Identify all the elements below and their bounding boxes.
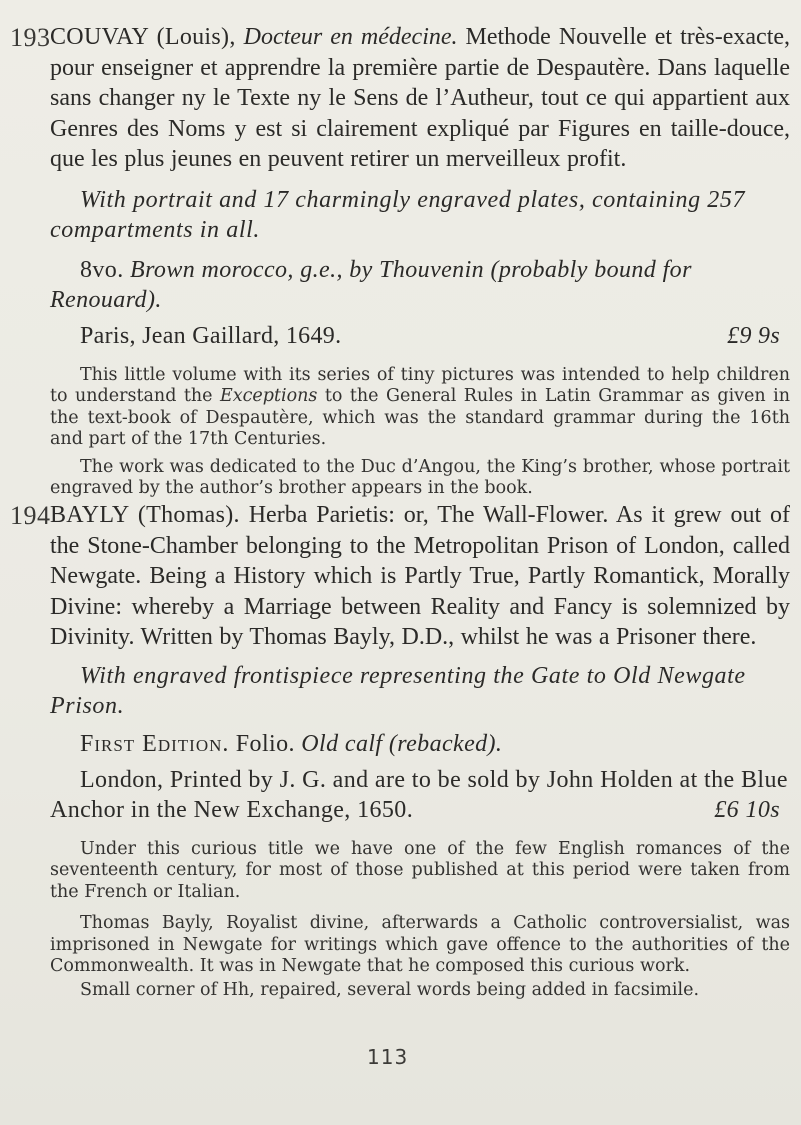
binding: Old calf (rebacked). [301,730,503,757]
description-note: The work was dedicated to the Duc d’Angou, the King’s brother, whose portrait engraved by the author’s brother appears in the book. [50,456,790,498]
illustrations-note: With engraved frontispiece representing the Gate to Old Newgate Prison. [50,662,746,719]
illustrations-note: With portrait and 17 charmingly engraved plates, containing 257 compartments in all. [50,186,746,243]
entry-heading [50,22,790,175]
edition-format-binding [50,729,790,759]
format: Folio. [235,730,295,757]
edition: First Edition. [80,730,230,757]
description-note [50,365,790,451]
note-text: to the General Rules in Latin Grammar as given in the text-book of Despautère, which was the standard grammar during the 16th and part of the 17th Centuries. [50,386,790,449]
author-name: BAYLY (Thomas). [50,502,240,528]
book-title: Methode Nouvelle et très-exacte, pour enseigner et apprendre la première partie de Despautère. Dans laquelle sans changer ny le Texte ny le Sens de l’Autheur, tout ce qui appartient aux Genres des Noms y est si clairement expliqué par Figures en taille-douce, que les plus jeunes en peuvent retirer un merveilleux profit. [50,24,791,172]
condition-note: Small corner of Hh, repaired, several words being added in facsimile. [80,979,700,1000]
format: 8vo. [80,256,124,283]
imprint-line [50,321,790,351]
entry-body [50,500,790,1001]
lot-number: 193 [10,23,51,52]
price: £9 9s [727,322,780,349]
description-note: Under this curious title we have one of the few English romances of the seventeenth century, for most of those published at this period were taken from the French or Italian. [50,838,790,902]
page-number: 113 [367,1045,409,1069]
note-italic-term: Exceptions [219,386,318,406]
imprint: Paris, Jean Gaillard, 1649. [80,322,342,349]
entry-body [50,22,790,500]
note-text: This little volume with its series of tiny pictures was intended to help children to understand the [50,364,790,406]
imprint-line [50,765,790,825]
lot-number: 194 [10,501,51,530]
description-note: Thomas Bayly, Royalist divine, afterwards a Catholic controversialist, was imprisoned in Newgate for writings which gave offence to the authorities of the Commonwealth. It was in Newgate that he composed this curious work. [50,913,790,976]
price: £6 10s [714,796,780,823]
format-binding [50,255,790,315]
entry-heading [50,500,790,653]
binding: Brown morocco, g.e., by Thouvenin (probably bound for Renouard). [50,256,692,313]
author-role: Docteur en médecine. [243,24,458,50]
book-title: Herba Parietis: or, The Wall-Flower. As it grew out of the Stone-Chamber belonging to the Metropolitan Prison of London, called Newgate. Being a History which is Partly True, Partly Romantick, Morally Divine: whereby a Marriage between Reality and Fancy is solemnized by Divinity. Written by Thomas Bayly, D.D., whilst he was a Prisoner there. [50,502,790,650]
author-name: COUVAY (Louis), [50,24,236,50]
imprint: London, Printed by J. G. and are to be sold by John Holden at the Blue Anchor in the New Exchange, 1650. [50,766,788,823]
